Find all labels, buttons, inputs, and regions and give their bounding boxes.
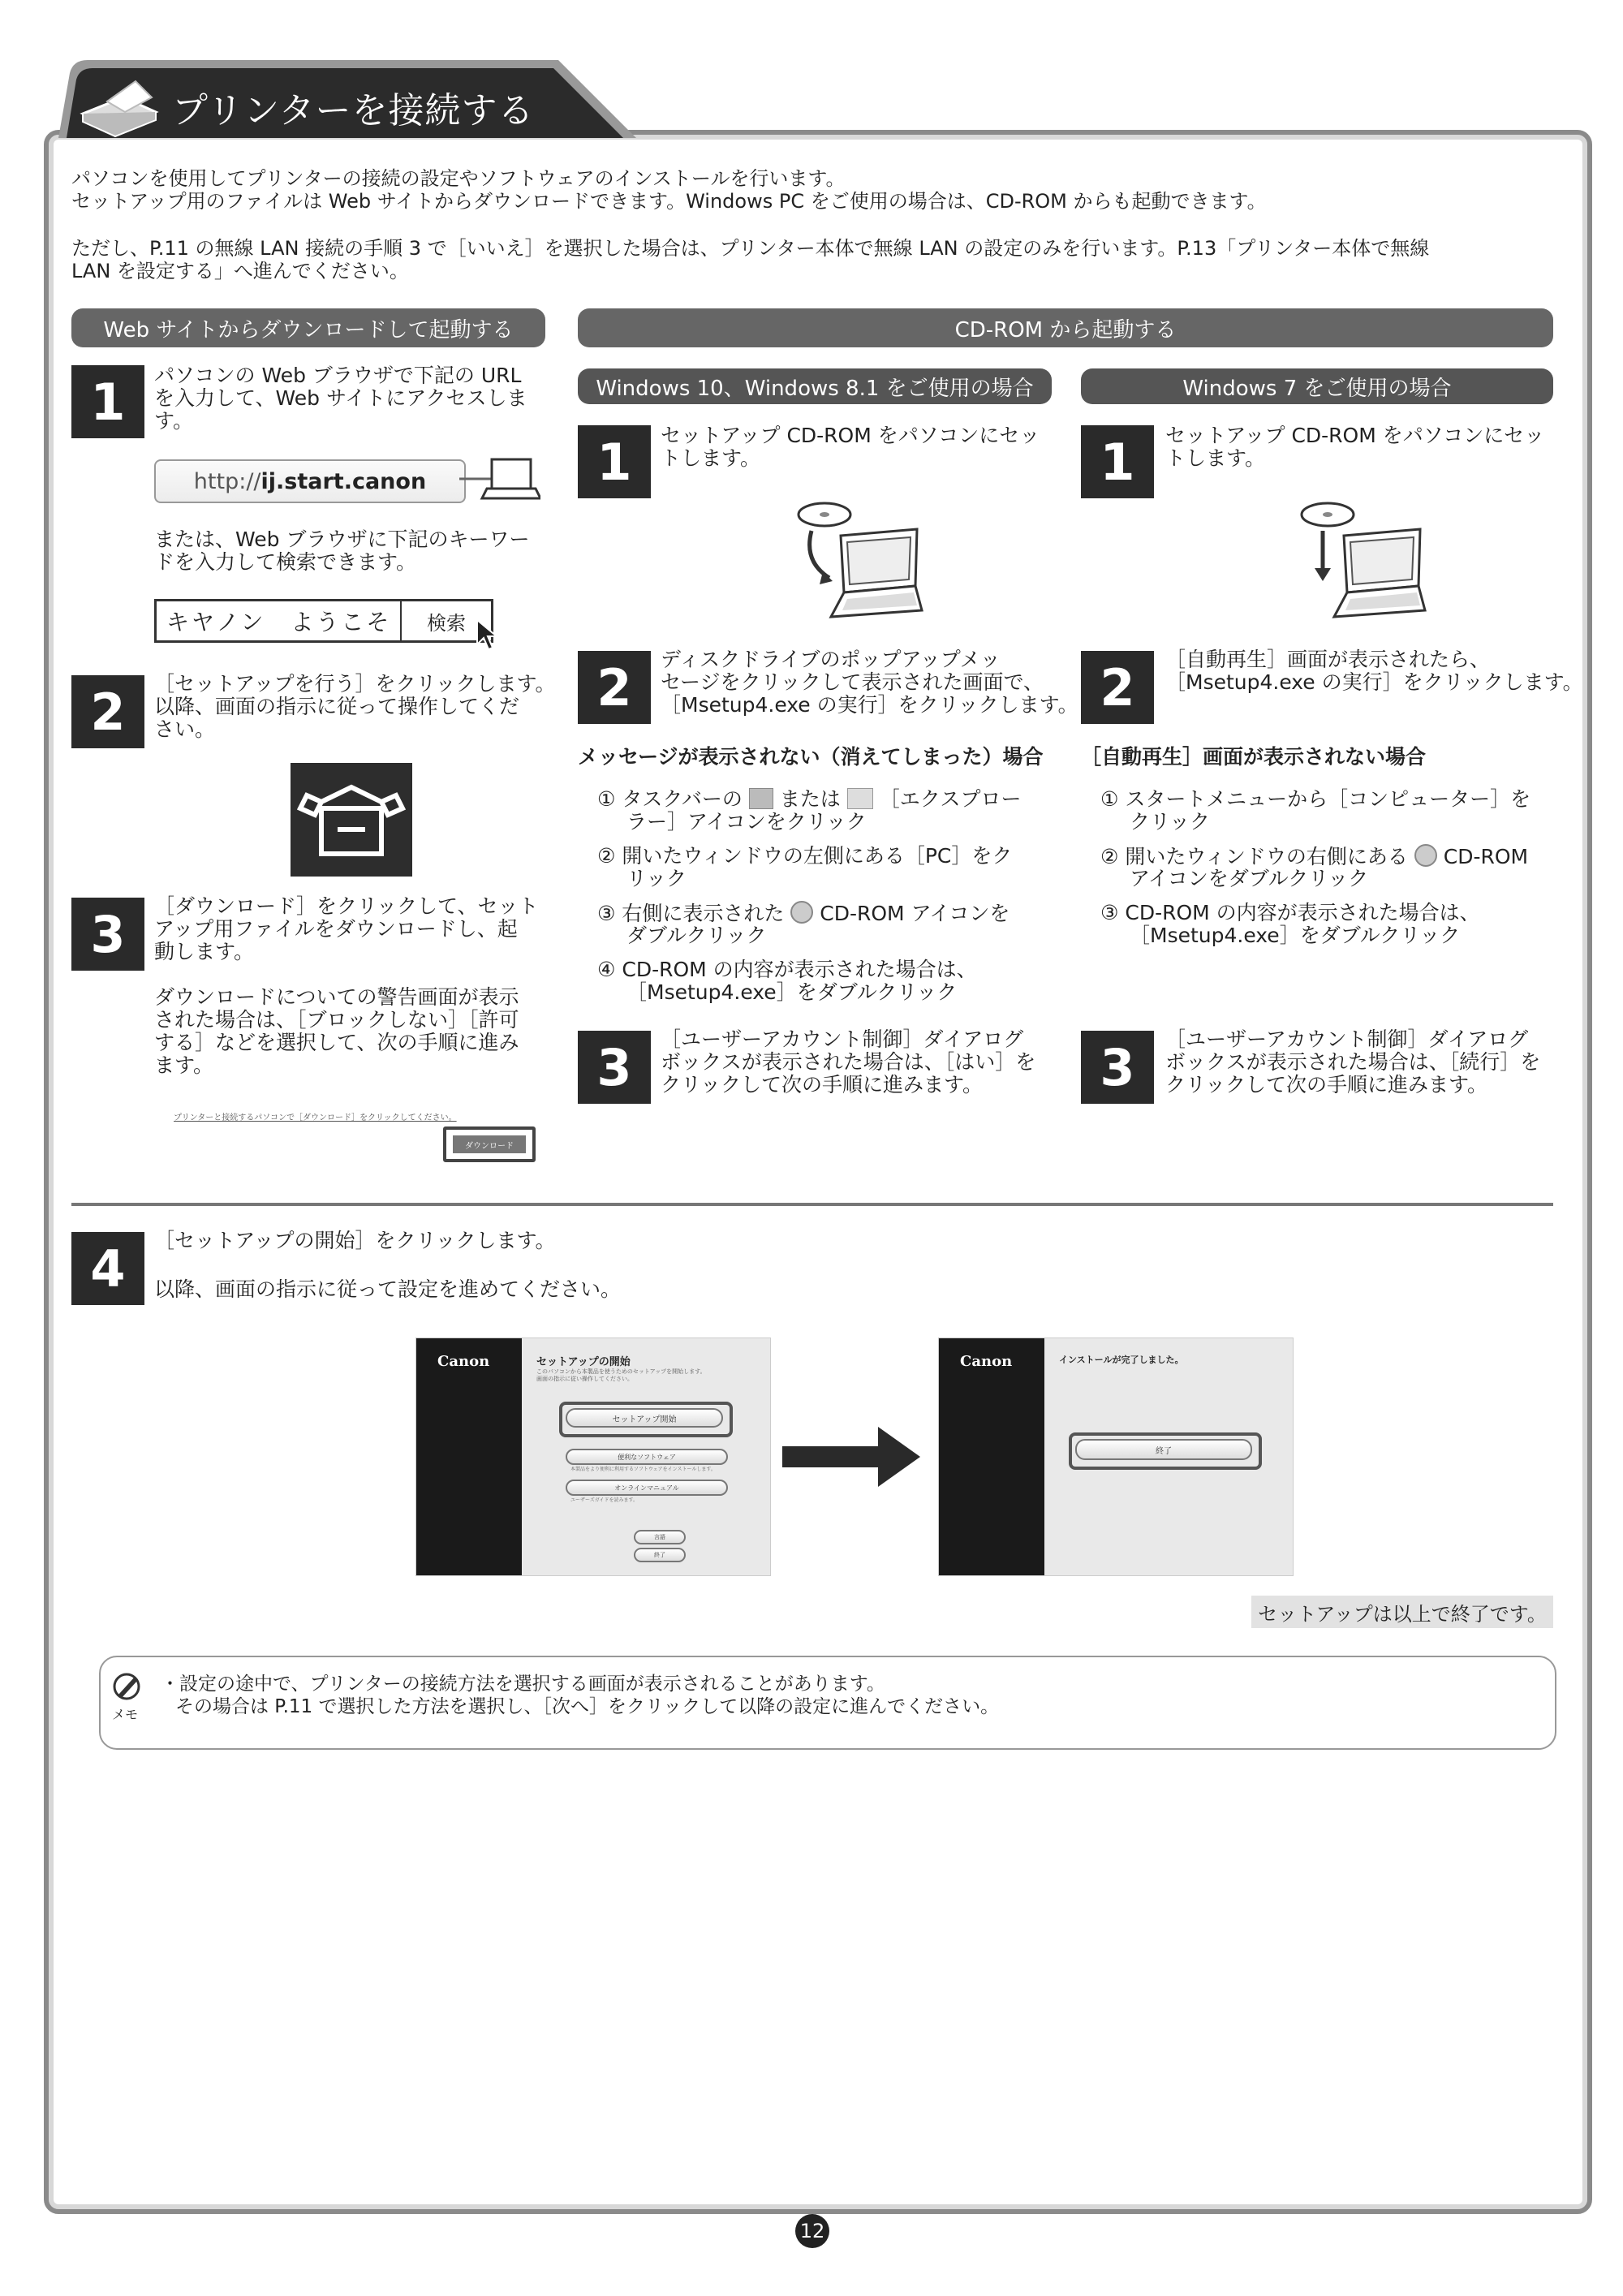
win10-item4-line2: ［Msetup4.exe］をダブルクリック [626,980,958,1004]
canon-sidebar [416,1338,522,1575]
step-number: 4 [71,1232,144,1305]
win10-header: Windows 10、Windows 8.1 をご使用の場合 [578,368,1052,404]
win7-step1-line1: セットアップ CD-ROM をパソコンにセッ [1165,424,1545,447]
screen1-title: セットアップの開始 [536,1356,631,1368]
web-or-line2: ドを入力して検索できます。 [154,550,417,574]
win10-item2-line2: リック [626,867,687,890]
screen1-desc1: このパソコンから本製品を使うためのセットアップを開始します。 [536,1368,706,1375]
search-example-box [154,599,493,643]
canon-logo: Canon [960,1353,1013,1370]
printer-icon [75,73,164,138]
web-or-line1: または、Web ブラウザに下記のキーワー [154,528,530,551]
laptop-icon [459,454,540,506]
win10-item1-a: ① タスクバーの [597,787,743,811]
step-number: 3 [1081,1031,1154,1104]
memo-line2: その場合は P.11 で選択した方法を選択し、［次へ］をクリックして以降の設定に進んでください。 [175,1696,1000,1717]
memo-label: メモ [112,1707,139,1722]
web-step2-line1: ［セットアップを行う］をクリックします。 [154,672,556,696]
useful-software-button[interactable]: 便利なソフトウェア [566,1449,728,1465]
win7-step2-line1: ［自動再生］画面が表示されたら、 [1165,648,1491,671]
cd-drive-icon [790,901,813,924]
win10-step3-line1: ［ユーザーアカウント制御］ダイアログ [661,1027,1024,1051]
web-step3-line1: ［ダウンロード］をクリックして、セット [154,894,539,918]
online-manual-button[interactable]: オンラインマニュアル [566,1480,728,1496]
win10-sub-heading: メッセージが表示されない（消えてしまった）場合 [578,745,1044,769]
section-divider [71,1203,1553,1206]
web-step1-line2: を入力して、Web サイトにアクセスしま [154,386,527,410]
win7-header: Windows 7 をご使用の場合 [1081,368,1553,404]
setup-box-icon [291,763,412,877]
intro-line-2: セットアップ用のファイルは Web サイトからダウンロードできます。Windows PC をご使用の場合は、CD-ROM からも起動できます。 [71,190,1267,213]
step-number: 2 [578,651,651,724]
canon-sidebar [939,1338,1044,1575]
search-keyword: キヤノン ようこそ [166,609,392,635]
cd-laptop-illustration [1298,497,1428,618]
intro-line-1: パソコンを使用してプリンターの接続の設定やソフトウェアのインストールを行います。 [71,167,846,190]
win10-item1-c: ［エクスプロー [879,787,1022,811]
step-number: 3 [578,1031,651,1104]
win7-step3-line3: クリックして次の手順に進みます。 [1165,1073,1488,1096]
cdrom-section-header: CD-ROM から起動する [578,308,1553,347]
win7-item1-line2: クリック [1130,810,1211,834]
canon-logo: Canon [437,1353,490,1370]
web-warn-line2: された場合は、［ブロックしない］［許可 [154,1008,519,1032]
win10-item1-line2: ラー］アイコンをクリック [626,810,867,834]
web-warn-line4: ます。 [154,1053,214,1077]
url-prefix: http:// [193,468,261,494]
step-number: 2 [71,675,144,748]
win7-item2-line2: アイコンをダブルクリック [1130,867,1369,890]
download-button[interactable]: ダウンロード [453,1135,526,1153]
win7-item3-line1: ③ CD-ROM の内容が表示された場合は、 [1100,901,1480,924]
web-section-header: Web サイトからダウンロードして起動する [71,308,545,347]
win7-item1-line1: ① スタートメニューから［コンピューター］を [1100,787,1531,811]
screen1-desc2: 画面の指示に従い操作してください。 [536,1376,633,1382]
step-number: 2 [1081,651,1154,724]
web-step1-line3: す。 [154,409,194,433]
win10-item2-line1: ② 開いたウィンドウの左側にある［PC］をク [597,844,1013,868]
install-complete-screenshot [938,1338,1294,1576]
win7-item2-line1 [1100,844,1528,868]
win7-item3-line2: ［Msetup4.exe］をダブルクリック [1130,924,1461,947]
step-number: 1 [578,425,651,498]
win10-step2-line3: ［Msetup4.exe の実行］をクリックします。 [661,693,1078,717]
win7-step1-line2: トします。 [1165,446,1266,470]
cd-drive-icon [1414,844,1437,867]
web-step2-line2: 以降、画面の指示に従って操作してくだ [154,695,520,718]
memo-line1: ・設定の途中で、プリンターの接続方法を選択する画面が表示されることがあります。 [161,1674,885,1695]
screen2-title: インストールが完了しました。 [1059,1355,1184,1365]
taskbar-folder-icon [749,788,773,809]
win10-item3-b: CD-ROM アイコンを [820,902,1010,925]
exit-button[interactable]: 終了 [634,1548,686,1562]
memo-box [99,1656,1556,1750]
right-arrow-icon [782,1427,920,1487]
memo-pencil-icon [112,1672,144,1701]
download-link-text: プリンターと接続するパソコンで［ダウンロード］をクリックしてください。 [174,1114,457,1122]
url-domain: ij.start.canon [260,468,427,494]
setup-start-button[interactable]: セットアップ開始 [566,1408,723,1428]
search-button: 検索 [400,601,491,640]
cursor-icon [476,618,498,651]
online-manual-desc: ユーザーズガイドを読みます。 [570,1497,639,1503]
win7-step3-line1: ［ユーザーアカウント制御］ダイアログ [1165,1027,1529,1051]
web-warn-line3: する］などを選択して、次の手順に進み [154,1031,519,1054]
url-box [154,459,466,503]
win10-item4-line1: ④ CD-ROM の内容が表示された場合は、 [597,958,977,981]
step-number: 3 [71,898,144,971]
win7-step3-line2: ボックスが表示された場合は、［続行］を [1165,1050,1541,1074]
web-step2-line3: さい。 [154,717,216,741]
web-warn-line1: ダウンロードについての警告画面が表示 [154,985,519,1009]
explorer-icon [847,788,873,809]
end-note: セットアップは以上で終了です。 [1251,1596,1553,1628]
finish-button[interactable]: 終了 [1075,1439,1252,1460]
web-step3-line2: アップ用ファイルをダウンロードし、起 [154,917,518,941]
step4-line2: 以降、画面の指示に従って設定を進めてください。 [154,1277,622,1301]
useful-software-desc: 本製品をより便利に利用するソフトウェアをインストールします。 [570,1467,716,1472]
setup-start-screenshot [415,1338,771,1576]
page-number: 12 [795,2214,829,2248]
win10-item3-line2: ダブルクリック [626,924,767,947]
win10-item1-line1 [597,787,1021,811]
page-title: プリンターを接続する [172,90,535,131]
intro-line-3: ただし、P.11 の無線 LAN 接続の手順 3 で［いいえ］を選択した場合は、プリンター本体で無線 LAN の設定のみを行います。P.13「プリンター本体で無線 [71,237,1430,260]
cd-laptop-illustration [795,497,925,618]
win7-step2-line2: ［Msetup4.exe の実行］をクリックします。 [1165,670,1583,694]
win10-item3-a: ③ 右側に表示された [597,902,785,925]
step4-line1: ［セットアップの開始］をクリックします。 [154,1229,556,1252]
win7-item2-a: ② 開いたウィンドウの右側にある [1100,845,1408,868]
win7-item2-b: CD-ROM [1443,845,1529,868]
win7-sub-heading: ［自動再生］画面が表示されない場合 [1081,745,1427,769]
step-number: 1 [71,365,144,438]
step-number: 1 [1081,425,1154,498]
win10-step2-line1: ディスクドライブのポップアップメッ [661,648,1001,671]
win10-step3-line2: ボックスが表示された場合は、［はい］を [661,1050,1036,1074]
web-step3-line3: 動します。 [154,940,255,963]
language-button[interactable]: 言語 [634,1530,686,1544]
win10-step1-line2: トします。 [661,446,761,470]
win10-step3-line3: クリックして次の手順に進みます。 [661,1073,984,1096]
web-step1-line1: パソコンの Web ブラウザで下記の URL [154,364,522,387]
download-button-frame [443,1126,536,1162]
win10-step2-line2: セージをクリックして表示された画面で、 [661,670,1044,694]
win10-item3-line1 [597,901,1010,925]
win10-item1-b: または [779,787,841,811]
intro-line-4: LAN を設定する」へ進んでください。 [71,260,409,282]
win10-step1-line1: セットアップ CD-ROM をパソコンにセッ [661,424,1040,447]
